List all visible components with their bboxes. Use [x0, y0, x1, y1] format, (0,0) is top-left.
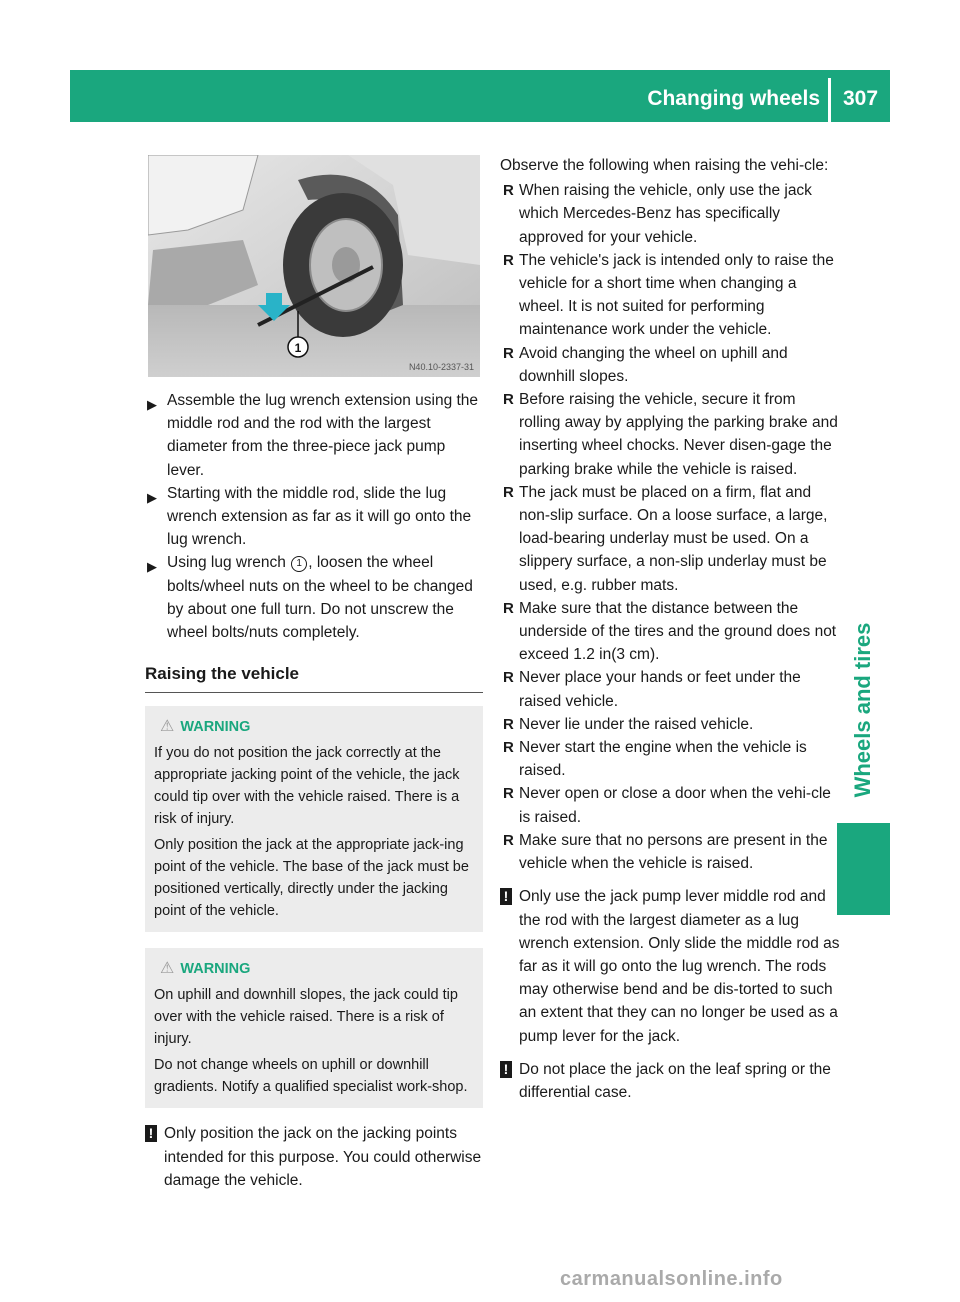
step-arrow-icon: ▶: [147, 559, 157, 575]
bullet-icon: R: [503, 831, 514, 849]
bullet-icon: R: [503, 715, 514, 733]
list-item-text: Make sure that the distance between the underside of the tires and the ground does not exceed 1.2 in(3 cm).: [519, 599, 837, 664]
side-tab-marker: [837, 823, 890, 915]
step-text-start: Using lug wrench: [167, 554, 291, 572]
warning-text: If you do not position the jack correctly at the appropriate jacking point of the vehicle, the jack could tip over with the vehicle raised. There is a risk of injury.: [154, 745, 460, 828]
warning-text: On uphill and downhill slopes, the jack could tip over with the vehicle raised. There is a risk of injury.: [154, 987, 458, 1048]
warning-box: [145, 948, 483, 1108]
list-item: [500, 179, 840, 249]
photo-illustration: [148, 155, 480, 377]
page-header: [70, 70, 890, 122]
list-item-text: Never start the engine when the vehicle is raised.: [519, 739, 807, 780]
bullet-icon: R: [503, 182, 514, 200]
left-column: [145, 389, 483, 1192]
note-text: Do not place the jack on the leaf spring or the differential case.: [519, 1060, 831, 1101]
step-arrow-icon: ▶: [147, 397, 157, 412]
list-item-text: Before raising the vehicle, secure it from rolling away by applying the parking brake and inserting wheel chocks. Never disen-gage the parking brake while the vehicle is raised.: [519, 391, 838, 478]
note-text: Only use the jack pump lever middle rod and the rod with the largest diameter as a lug wrench extension. Only slide the middle rod as far as it will go onto the lug wrench. The rods may otherwise bend and be dis-torted to such an extent that they can no longer be used as a pump lever for the jack.: [519, 888, 840, 1045]
list-item: [500, 388, 840, 481]
step-text-end: , loosen the wheel bolts/wheel nuts on the wheel to be changed by about one full turn. Do not unscrew the wheel bolts/nuts completely.: [167, 554, 473, 642]
bullet-icon: R: [503, 251, 514, 269]
note-item: [500, 885, 840, 1047]
intro-text: Observe the following when raising the vehi-cle:: [500, 157, 829, 174]
bullet-icon: R: [503, 785, 514, 803]
warning-label: WARNING: [180, 719, 251, 736]
warning-label: WARNING: [180, 961, 251, 978]
bullet-icon: R: [503, 599, 514, 617]
warning-text: Only position the jack at the appropriate jack-ing point of the vehicle. The base of the jack must be positioned vertically, directly under the jacking point of the vehicle.: [154, 837, 469, 920]
bullet-icon: R: [503, 483, 514, 501]
warning-box: [145, 706, 483, 932]
list-item: [500, 666, 840, 712]
callout-marker: 1: [291, 556, 307, 572]
list-item: [500, 713, 840, 736]
list-item: [500, 481, 840, 597]
list-item: [500, 736, 840, 782]
list-item: [500, 342, 840, 388]
list-item: [500, 829, 840, 875]
warning-triangle-icon: ⚠: [160, 960, 175, 978]
bullet-icon: R: [503, 344, 514, 362]
jack-lug-wrench-photo: [148, 155, 480, 377]
list-item-text: Make sure that no persons are present in the vehicle when the vehicle is raised.: [519, 831, 828, 873]
step-item: [145, 551, 483, 644]
exclamation-icon: !: [145, 1125, 157, 1142]
section-heading: Raising the vehicle: [145, 662, 483, 693]
note-item: [500, 1058, 840, 1104]
right-column: [500, 154, 840, 1104]
bullet-icon: R: [503, 739, 514, 757]
list-item-text: Never open or close a door when the vehi-cle is raised.: [519, 785, 831, 826]
step-item: [145, 482, 483, 552]
figure-code: N40.10-2337-31: [408, 362, 474, 372]
list-item-text: The vehicle's jack is intended only to raise the vehicle for a short time when changing a wheel. It is not suited for performing maintenance work under the vehicle.: [519, 251, 834, 339]
bullet-icon: R: [503, 669, 514, 687]
step-text: Assemble the lug wrench extension using the middle rod and the rod with the largest diameter from the three-piece jack pump lever.: [167, 392, 479, 479]
bullet-icon: R: [503, 391, 514, 409]
list-item-text: When raising the vehicle, only use the jack which Mercedes-Benz has specifically approved for your vehicle.: [519, 182, 812, 246]
watermark: carmanualsonline.info: [560, 1268, 783, 1290]
list-item-text: The jack must be placed on a firm, flat and non-slip surface. On a loose surface, a large, load-bearing underlay must be used. On a slippery surface, a non-slip underlay must be used, e.g. rubber mats.: [519, 483, 828, 594]
note-text: Only position the jack on the jacking points intended for this purpose. You could otherwise damage the vehicle.: [164, 1125, 482, 1189]
figure-callout: 1: [294, 341, 302, 355]
list-item: [500, 249, 840, 342]
list-item-text: Avoid changing the wheel on uphill and downhill slopes.: [519, 344, 788, 385]
step-text: Starting with the middle rod, slide the lug wrench extension as far as it will go onto the lug wrench.: [167, 484, 472, 549]
step-item: [145, 389, 483, 482]
side-tab-label: Wheels and tires: [850, 622, 875, 798]
list-item-text: Never lie under the raised vehicle.: [519, 715, 754, 733]
exclamation-icon: !: [500, 1061, 512, 1078]
list-item-text: Never place your hands or feet under the raised vehicle.: [519, 669, 801, 710]
warning-triangle-icon: ⚠: [160, 718, 175, 736]
chapter-title: Changing wheels: [647, 87, 820, 110]
list-item: [500, 597, 840, 667]
precaution-list: [500, 179, 840, 875]
warning-text: Do not change wheels on uphill or downhill gradients. Notify a qualified specialist work-shop.: [154, 1057, 468, 1096]
page-number: 307: [842, 87, 879, 110]
note-item: [145, 1122, 483, 1192]
section-side-tab: [837, 605, 890, 815]
exclamation-icon: !: [500, 888, 512, 905]
step-arrow-icon: ▶: [147, 489, 157, 505]
list-item: [500, 782, 840, 828]
